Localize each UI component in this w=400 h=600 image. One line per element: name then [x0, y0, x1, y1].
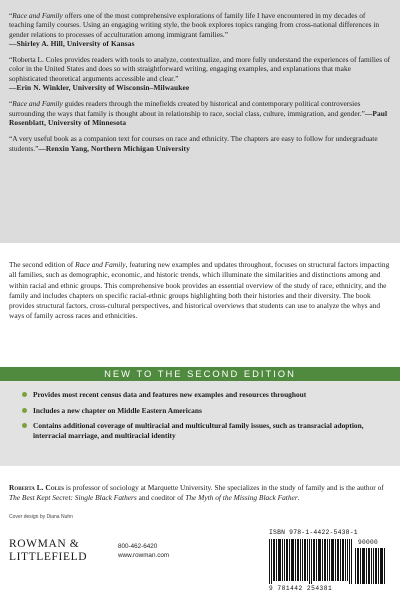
publisher-logo-line: LITTLEFIELD: [9, 550, 88, 563]
review-attribution: —Renxin Yang, Northern Michigan University: [38, 143, 190, 153]
isbn-label: ISBN 978-1-4422-5438-1: [269, 529, 358, 536]
review-2: [9, 55, 391, 92]
new-edition-list: [22, 390, 382, 446]
description-text: , featuring new examples and updates throughout, focuses on structural factors impacting all families, such as demographic, economic, and historic trends, which illuminate the similarities and distinctions among and within racial and ethnic groups. This comprehensive book provides an essential overview of the study of race, ethnicity, and the family and includes chapters on specific racial-ethnic groups highlighting both their histories and their diversity. The book provides structural factors, cross-cultural perspectives, and historical overviews that students can use to analyze the whys and ways of family across races and ethnicities.: [9, 260, 390, 320]
publisher-logo-line: ROWMAN &: [9, 538, 80, 550]
review-attribution: —Shirley A. Hill, University of Kansas: [9, 38, 135, 48]
bio-book-title: The Myth of the Missing Black Father: [185, 493, 298, 503]
list-item-text: Contains additional coverage of multiracial and multicultural family issues, such as transracial adoption, interracial marriage, and multiracial identity: [33, 421, 364, 440]
bullet-icon: [22, 408, 27, 413]
barcode-icon: [269, 539, 353, 584]
review-attribution: —Erin N. Winkler, University of Wisconsin–Milwaukee: [9, 83, 190, 93]
bullet-icon: [22, 392, 27, 397]
review-attribution: —Paul Rosenblatt, University of Minnesota: [9, 108, 388, 127]
book-description: [9, 260, 391, 321]
list-item: [22, 390, 382, 400]
bio-book-title: The Best Kept Secret: Single Black Fathers: [9, 493, 137, 503]
list-item: [22, 421, 382, 440]
review-3: “Race and Family guides readers through the minefields created by historical and contemporary political controversies surrounding the ways that family is thought about in relationship to race, social class, culture, immigration, and gender.”—Paul Rosenblatt, University of Minnesota: [9, 99, 388, 127]
author-bio: [9, 483, 391, 503]
review-text: “Roberta L. Coles provides readers with tools to analyze, contextualize, and more fully understand the experiences of families of color in the United States and does so with straightforward writing, engaging examples, and explanations that make sophisticated theoretical arguments accessible and clear.”: [9, 55, 391, 83]
publisher-logo: [9, 538, 109, 563]
list-item: [22, 406, 382, 416]
bio-text: is professor of sociology at Marquette University. She specializes in the study of family and is the author of: [64, 483, 384, 493]
new-edition-panel: [0, 381, 400, 466]
bullet-icon: [22, 423, 27, 428]
review-text: offers one of the most comprehensive explorations of family life I have encountered in my decades of teaching family courses. Using an engaging writing style, the book explores topics ranging from cross-national differences in gender relations to processes of acculturation among immigrant families.”: [9, 11, 380, 39]
cover-credit: Cover design by Diana Nuhn: [9, 514, 73, 520]
isbn-barcode-block: [266, 526, 390, 594]
bio-text: .: [297, 493, 300, 503]
review-book-title: Race and Family: [12, 99, 63, 109]
author-name: Roberta L. Coles: [9, 483, 65, 493]
new-edition-heading: NEW TO THE SECOND EDITION: [0, 367, 400, 381]
publisher-contact: [118, 543, 169, 560]
publisher-phone: 800-462-6420: [118, 543, 158, 550]
review-book-title: Race and Family: [12, 11, 63, 20]
description-book-title: Race and Family: [75, 260, 126, 270]
barcode-digits: 9 781442 254381: [269, 585, 333, 592]
publisher-website[interactable]: www.rowman.com: [118, 551, 170, 559]
review-1: “Race and Family offers one of the most comprehensive explorations of family life I have encountered in my decades of teaching family courses. Using an engaging writing style, the book explores topics ranging from cross-national differences in gender relations to processes of acculturation among immigrant families.” —Shirley A. Hill, University of Kansas: [9, 11, 380, 48]
price-code: 90000: [358, 539, 379, 546]
reviews-panel: [0, 0, 400, 243]
list-item-text: Provides most recent census data and features new examples and resources throughout: [33, 390, 307, 399]
review-text: guides readers through the minefields created by historical and contemporary political controversies surrounding the ways that family is thought about in relationship to race, social class, culture, immigration, and gender.”: [9, 99, 365, 118]
bio-text: and coeditor of: [136, 493, 186, 503]
review-4: [9, 134, 391, 153]
list-item-text: Includes a new chapter on Middle Eastern Americans: [33, 405, 202, 415]
description-text: The second edition of: [9, 260, 76, 270]
review-text: “A very useful book as a companion text for courses on race and ethnicity. The chapters are easy to follow for undergraduate students.”: [9, 134, 378, 153]
